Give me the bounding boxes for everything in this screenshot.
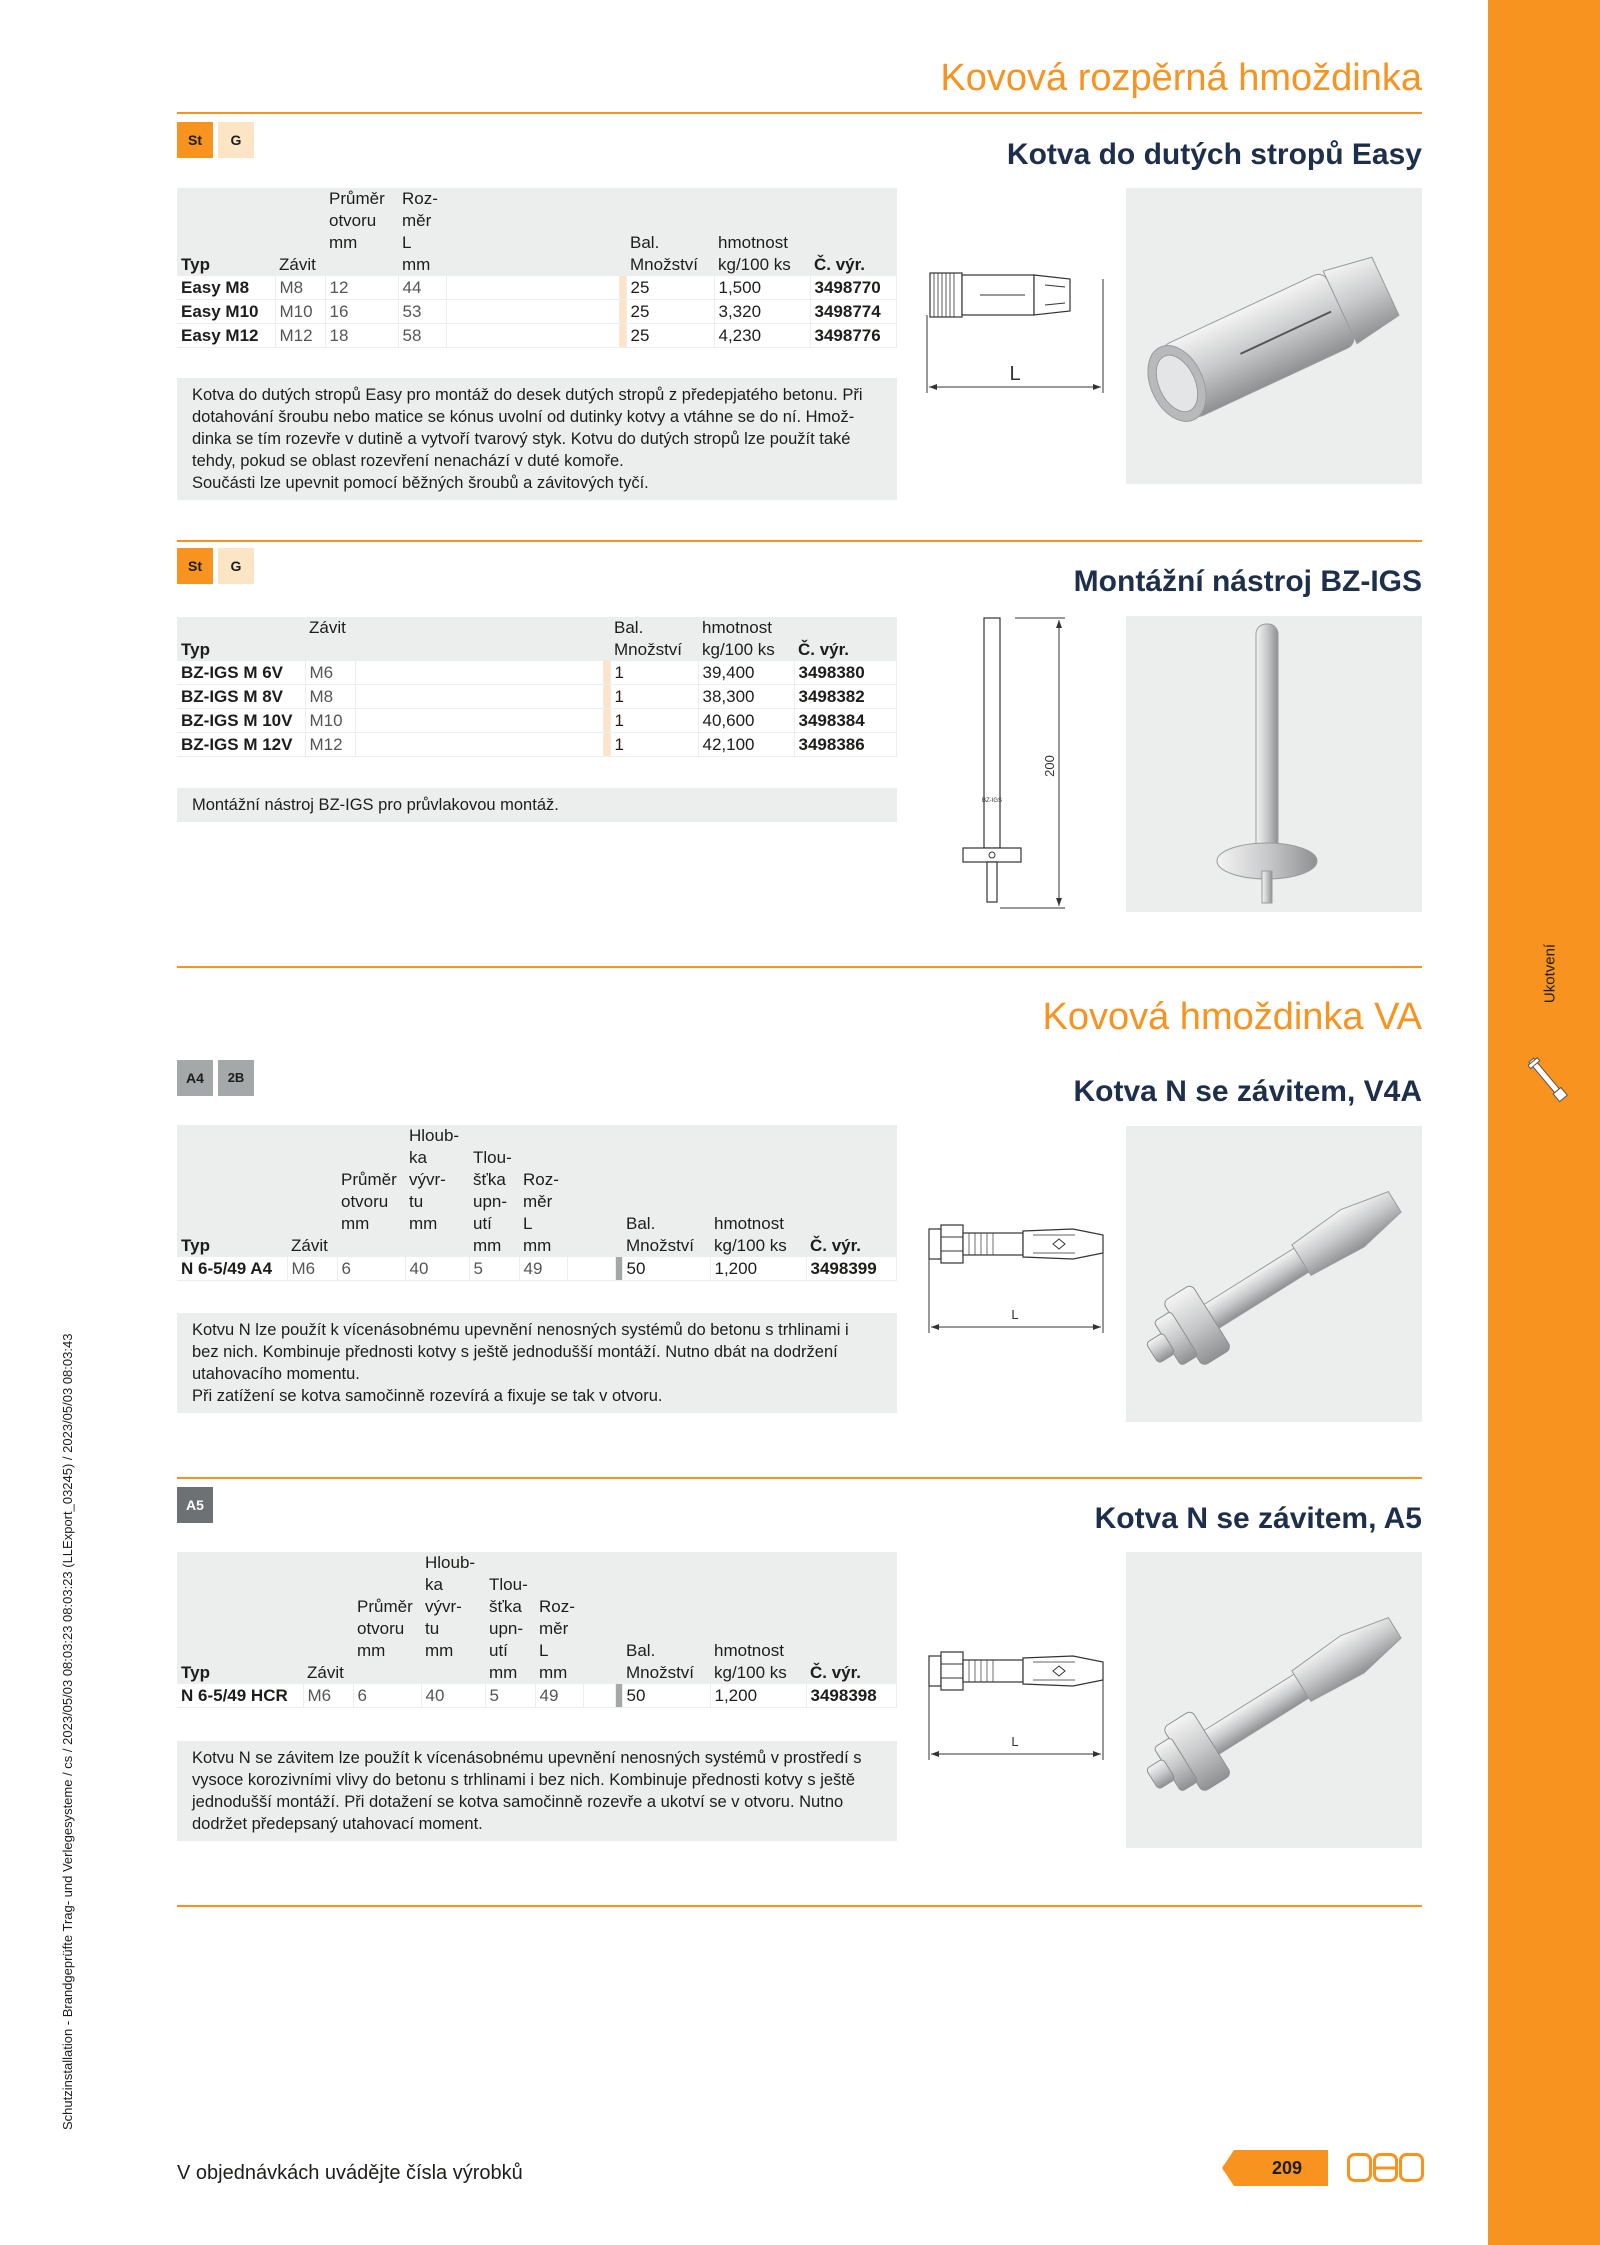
product-table (177, 1552, 897, 1708)
col-bal: Bal. Množství (614, 618, 683, 659)
product-table (177, 188, 897, 348)
section-divider (177, 112, 1422, 114)
technical-drawing (955, 612, 1070, 917)
finish-badge-g: G (218, 122, 254, 158)
footer-note: V objednávkách uvádějte čísla výrobků (177, 2162, 523, 2184)
section-title: Kovová hmoždinka VA (1042, 996, 1422, 1038)
product-photo (1126, 188, 1422, 484)
product-description: Kotvu N lze použít k vícenásobnému upevnění nenosných systémů do betonu s trhlinami i bez nich. Kombinuje přednosti kotvy s ještě jednodušší montáží. Nutno dbát na dodržení utahovacího momentu. Při zatížení se kotva samočinně rozevírá a fixuje se tak v otvoru. (177, 1313, 897, 1413)
technical-drawing (925, 1632, 1107, 1767)
col-hmotnost: hmotnost kg/100 ks (714, 1214, 787, 1255)
svg-text:BZ-IGS: BZ-IGS (981, 798, 1003, 804)
product-table (177, 617, 897, 757)
finish-badge-g: G (218, 548, 254, 584)
col-bal: Bal. Množství (626, 1641, 695, 1682)
col-cvyr: Č. výr. (814, 255, 866, 274)
col-cvyr: Č. výr. (810, 1236, 862, 1255)
col-tloustka: Tlou- šťka upn- utí mm (489, 1575, 528, 1682)
col-zavit: Závit (279, 255, 316, 274)
col-rozmer: Roz- měr L mm (523, 1170, 559, 1255)
col-zavit: Závit (309, 618, 346, 637)
col-prumer: Průměr otvoru mm (357, 1597, 413, 1660)
section-title: Kovová rozpěrná hmoždinka (940, 57, 1422, 99)
col-hmotnost: hmotnost kg/100 ks (714, 1641, 787, 1682)
col-hloubka: Hloub- ka vývr- tu mm (425, 1553, 476, 1660)
product-title: Montážní nástroj BZ-IGS (1073, 565, 1422, 598)
col-rozmer: Roz- měr L mm (539, 1597, 575, 1682)
vertical-footer-text: Schutzinstallation - Brandgeprüfte Trag- und Verlegesysteme / cs / 2023/05/03 08:03:23 08:03:23 (LLExport_03245) / 2023/05/03 08:03:43 (60, 1333, 75, 2130)
col-tloustka: Tlou- šťka upn- utí mm (473, 1148, 512, 1255)
table-row: BZ-IGS M 6V M6 1 39,400 3498380 (177, 661, 897, 685)
col-hloubka: Hloub- ka vývr- tu mm (409, 1126, 460, 1233)
product-photo (1126, 1126, 1422, 1422)
col-typ: Typ (181, 1663, 210, 1682)
col-cvyr: Č. výr. (810, 1663, 862, 1682)
col-prumer: Průměr otvoru mm (341, 1170, 397, 1233)
page-number: 209 (1222, 2150, 1328, 2186)
anchor-bolt-icon (1528, 1050, 1568, 1110)
material-badge-st: St (177, 122, 213, 158)
col-zavit: Závit (291, 1236, 328, 1255)
svg-text:L: L (1011, 1734, 1019, 1749)
technical-drawing (925, 1205, 1107, 1340)
col-cvyr: Č. výr. (798, 640, 850, 659)
svg-text:200: 200 (1042, 755, 1057, 777)
product-description: Kotva do dutých stropů Easy pro montáž do desek dutých stropů z předepjatého betonu. Při dotahování šroubu nebo matice se kónus uvolní od dutinky kotvy a vtáhne se do ní. Hmož- dinka se tím rozevře v dutině a vytvoří tvarový styk. Kotvu do dutých stropů lze použít také tehdy, pokud se oblast rozevření nenachází v duté komoře. Součásti lze upevnit pomocí běžných šroubů a závitových tyčí. (177, 378, 897, 500)
col-typ: Typ (181, 640, 210, 659)
technical-drawing (925, 265, 1107, 405)
material-badge-a4: A4 (177, 1060, 213, 1096)
table-row: N 6-5/49 A4 M6 6 40 5 49 50 1,200 3498399 (177, 1257, 897, 1281)
table-row: BZ-IGS M 10V M10 1 40,600 3498384 (177, 709, 897, 733)
col-hmotnost: hmotnost kg/100 ks (718, 233, 791, 274)
section-divider (177, 1905, 1422, 1907)
table-row: BZ-IGS M 12V M12 1 42,100 3498386 (177, 733, 897, 757)
table-row: Easy M8 M8 12 44 25 1,500 3498770 (177, 276, 897, 300)
col-rozmer: Roz- měr L mm (402, 189, 438, 274)
product-title: Kotva do dutých stropů Easy (1006, 138, 1422, 171)
svg-text:L: L (1011, 1307, 1019, 1322)
material-badge-a5: A5 (177, 1487, 213, 1523)
side-category-label: Ukotvení (1541, 943, 1559, 1004)
product-description: Kotvu N se závitem lze použít k vícenásobnému upevnění nenosných systémů v prostředí s vysoce korozivními vlivy do betonu s trhlinami i bez nich. Kombinuje přednosti kotvy s ještě jednodušší montáží. Při dotažení se kotva samočinně rozevře a ukotví se v otvoru. Nutno dodržet předepsaný utahovací moment. (177, 1741, 897, 1841)
product-photo (1126, 1552, 1422, 1848)
product-title: Kotva N se závitem, A5 (1094, 1502, 1422, 1535)
col-bal: Bal. Množství (626, 1214, 695, 1255)
col-typ: Typ (181, 255, 210, 274)
svg-text:L: L (1009, 363, 1021, 385)
col-hmotnost: hmotnost kg/100 ks (702, 618, 775, 659)
table-row: Easy M10 M10 16 53 25 3,320 3498774 (177, 300, 897, 324)
product-title: Kotva N se závitem, V4A (1073, 1075, 1422, 1108)
table-row: N 6-5/49 HCR M6 6 40 5 49 50 1,200 3498398 (177, 1684, 897, 1708)
product-table (177, 1125, 897, 1281)
product-photo (1126, 616, 1422, 912)
table-row: BZ-IGS M 8V M8 1 38,300 3498382 (177, 685, 897, 709)
col-bal: Bal. Množství (630, 233, 699, 274)
obo-logo (1347, 2153, 1425, 2183)
col-typ: Typ (181, 1236, 210, 1255)
col-zavit: Závit (307, 1663, 344, 1682)
table-row: Easy M12 M12 18 58 25 4,230 3498776 (177, 324, 897, 348)
material-badge-st: St (177, 548, 213, 584)
col-prumer: Průměr otvoru mm (329, 189, 385, 252)
finish-badge-2b: 2B (218, 1060, 254, 1096)
section-divider (177, 966, 1422, 968)
section-divider (177, 1477, 1422, 1479)
section-divider (177, 540, 1422, 542)
product-description: Montážní nástroj BZ-IGS pro průvlakovou montáž. (177, 788, 897, 822)
side-color-band (1488, 0, 1600, 2245)
